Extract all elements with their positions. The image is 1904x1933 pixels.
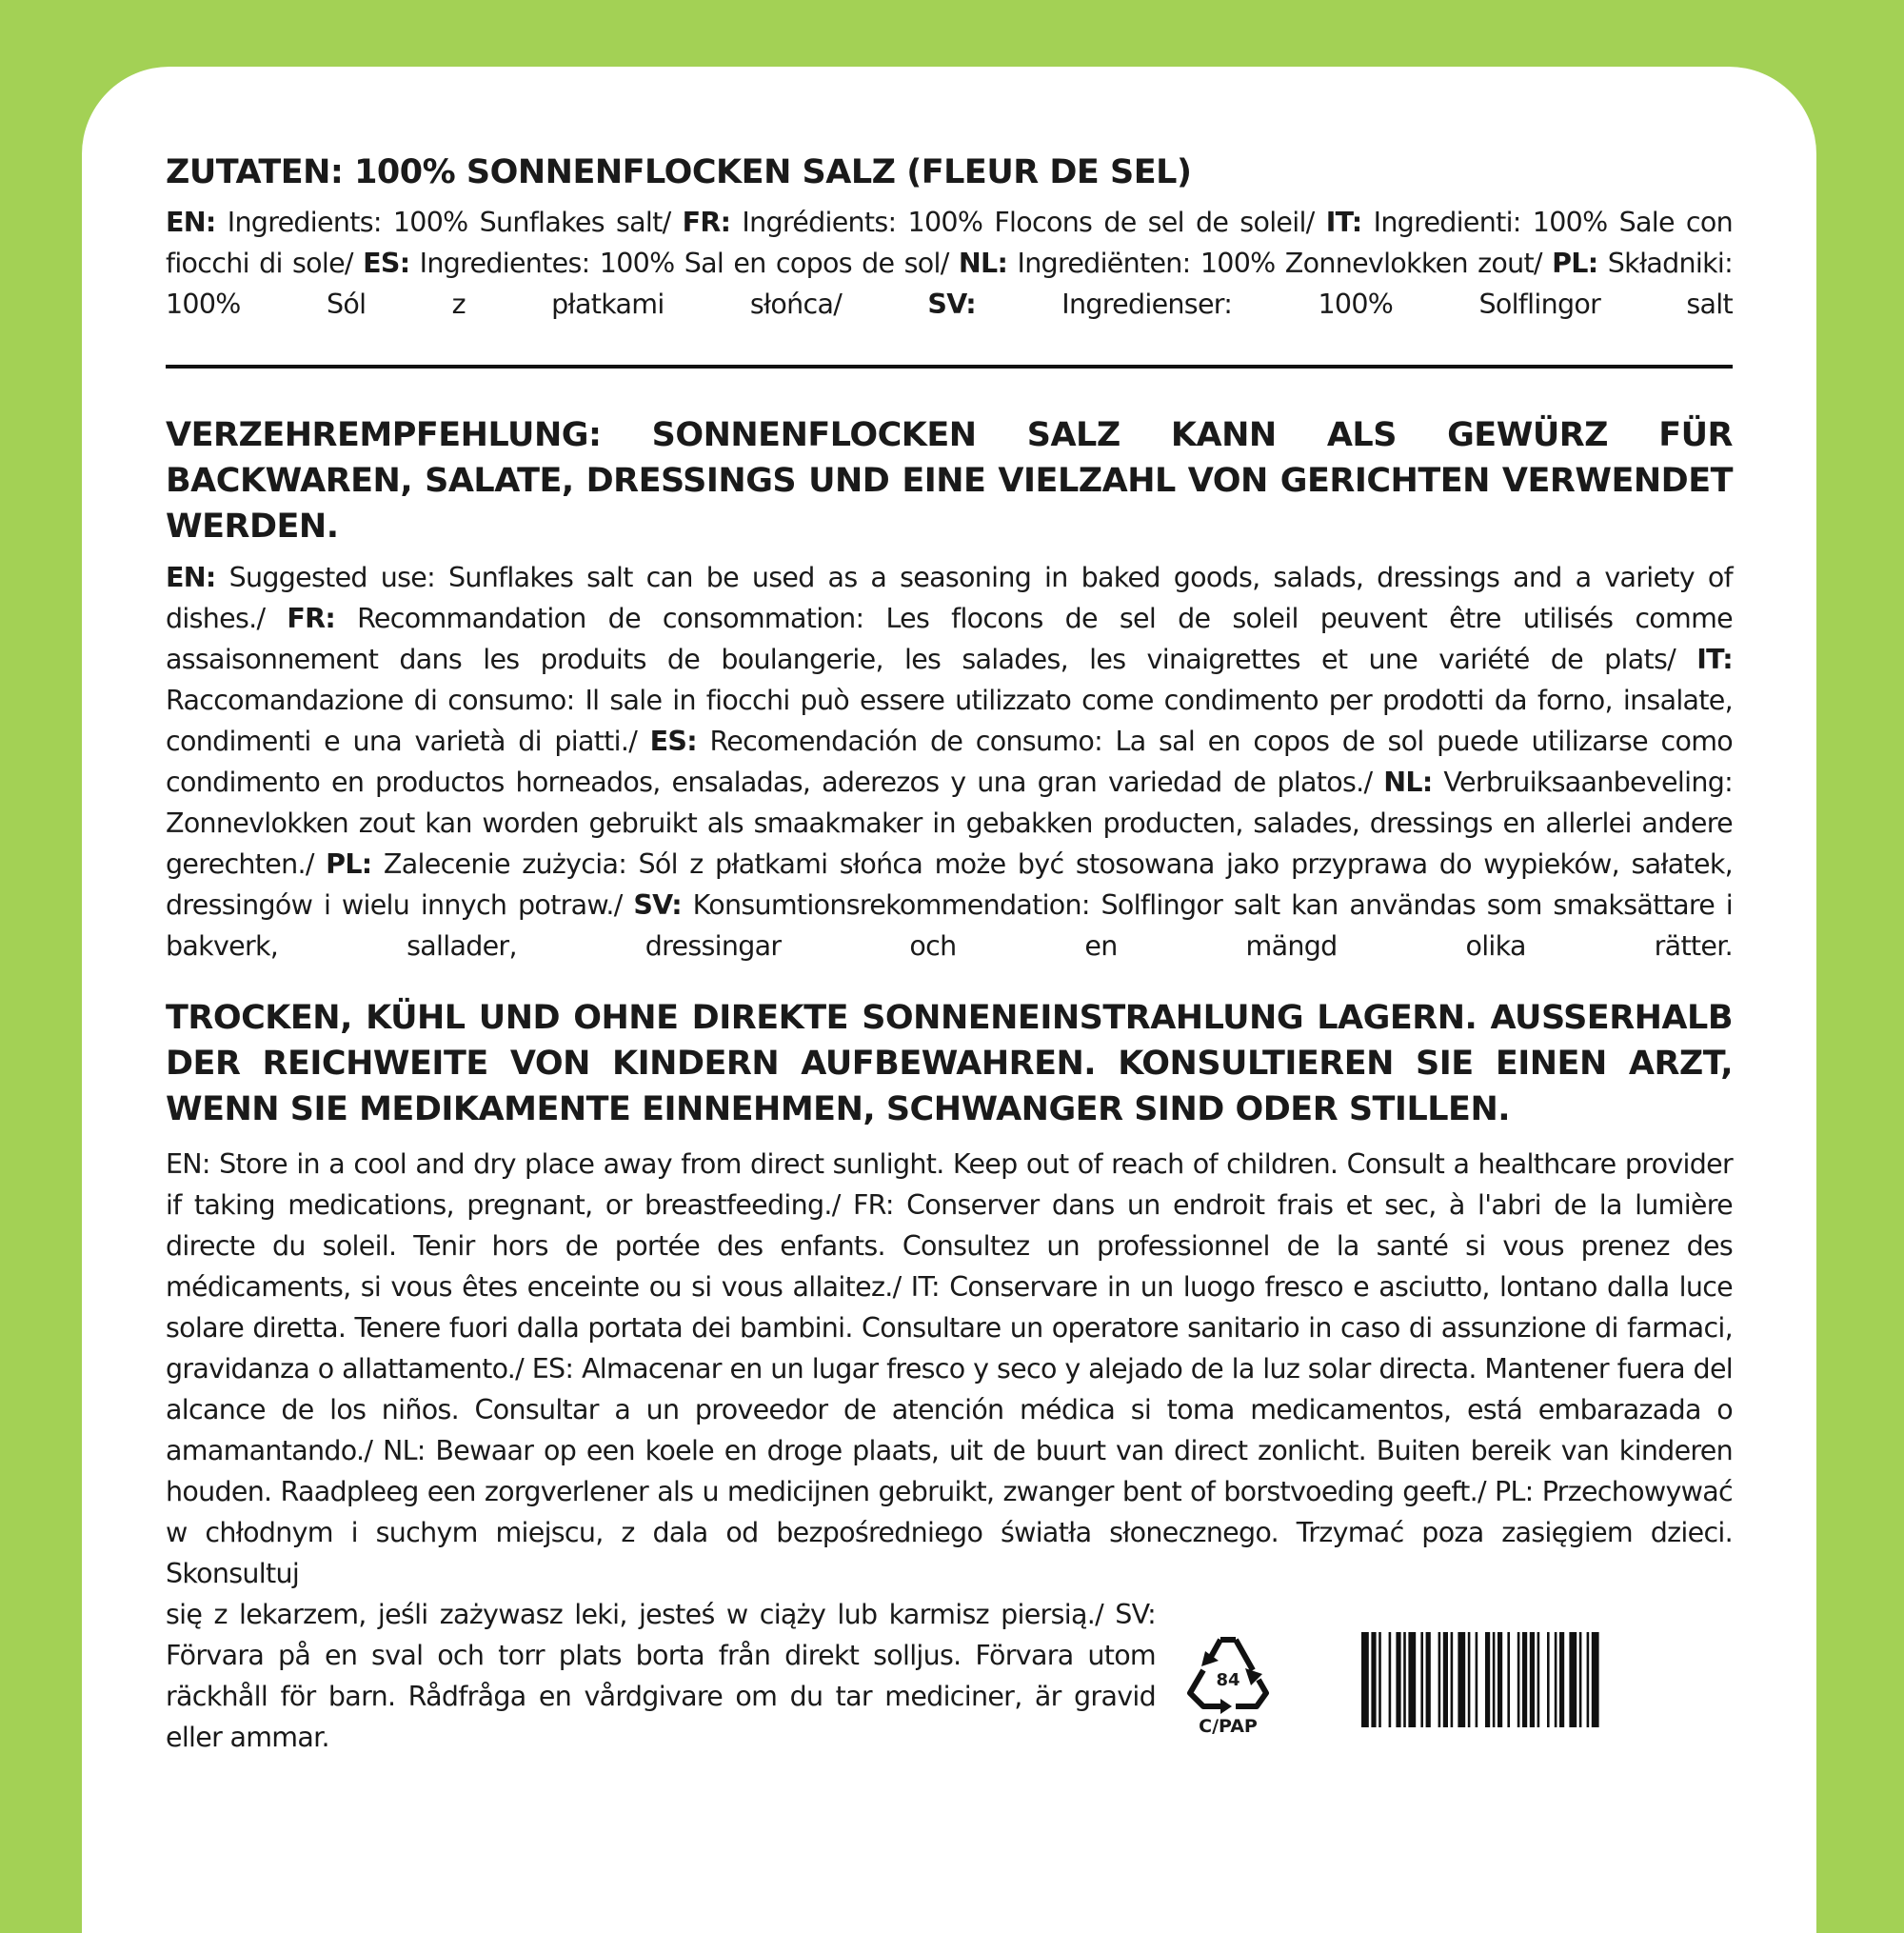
barcode-bar — [1517, 1632, 1520, 1727]
ingredients-sv: Ingredienser: 100% Solflingor salt — [976, 289, 1733, 320]
lang-code: SV: — [633, 889, 682, 921]
recycle-triangle-icon — [1182, 1632, 1274, 1737]
lang-code: ES: — [363, 248, 410, 279]
barcode-bar — [1555, 1632, 1557, 1727]
barcode-bar — [1408, 1632, 1416, 1727]
label-content — [166, 150, 1733, 1758]
storage-pl-continued: się z lekarzem, jeśli zażywasz leki, jesteś w ciąży lub karmisz piersią./ — [166, 1599, 1116, 1630]
barcode-bar — [1497, 1632, 1502, 1727]
barcode-bar — [1530, 1632, 1535, 1727]
lang-code: IT: — [910, 1271, 940, 1303]
usage-nl: Verbruiksaanbeveling: Zonnevlokken zout kan worden gebruikt als smaakmaker in gebakken producten, salades, dressings en allerlei andere gerechten./ — [166, 767, 1733, 880]
barcode-icon — [1361, 1632, 1733, 1727]
lang-code: FR: — [287, 603, 336, 634]
barcode-bar — [1443, 1632, 1448, 1727]
barcode-bar — [1476, 1632, 1478, 1727]
storage-heading: TROCKEN, KÜHL UND OHNE DIREKTE SONNENEINSTRAHLUNG LAGERN. AUSSERHALB DER REICHWEITE VON KINDERN AUFBEWAHREN. KONSULTIEREN SIE EINEN ARZT, WENN SIE MEDIKAMENTE EINNEHMEN, SCHWANGER SIND ODER STILLEN. — [166, 999, 1733, 1128]
lang-code: SV: — [1115, 1599, 1156, 1630]
storage-text — [166, 1144, 1733, 1594]
usage-heading: VERZEHREMPFEHLUNG: SONNENFLOCKEN SALZ KANN ALS GEWÜRZ FÜR BACKWAREN, SALATE, DRESSINGS UND EINE VIELZAHL VON GERICHTEN VERWENDET WERDEN. — [166, 416, 1733, 546]
lang-code: EN: — [166, 207, 216, 238]
ingredients-heading: ZUTATEN: 100% SONNENFLOCKEN SALZ (FLEUR DE SEL) — [166, 153, 1192, 191]
lang-code: IT: — [1325, 207, 1362, 238]
storage-sv: Förvara på en sval och torr plats borta från direkt solljus. Förvara utom räckhåll för barn. Rådfråga en vårdgivare om du tar mediciner, är gravid eller ammar. — [166, 1640, 1156, 1753]
barcode-bar — [1579, 1632, 1582, 1727]
lang-code: PL: — [326, 848, 372, 880]
barcode-bar — [1451, 1632, 1454, 1727]
usage-section — [166, 412, 1733, 966]
storage-pl: Przechowywać w chłodnym i suchym miejscu, z dala od bezpośredniego światła słonecznego. Trzymać poza zasięgiem dzieci. Skonsultuj — [166, 1476, 1733, 1589]
storage-it: Conservare in un luogo fresco e asciutto, lontano dalla luce solare diretta. Tenere fuori dalla portata dei bambini. Consultare un operatore sanitario in caso di assunzione di farmaci, gravidanza o allattamento./ — [166, 1271, 1733, 1385]
lang-code: FR: — [682, 207, 731, 238]
storage-fr: Conserver dans un endroit frais et sec, à l'abri de la lumière directe du soleil. Tenir hors de portée des enfants. Consultez un professionnel de la santé si vous prenez des médicaments, si vous êtes enceinte ou si vous allaitez./ — [166, 1189, 1733, 1303]
ingredients-fr: Ingrédients: 100% Flocons de sel de soleil/ — [730, 207, 1326, 238]
storage-nl: Bewaar op een koele en droge plaats, uit de buurt van direct zonlicht. Buiten bereik van kinderen houden. Raadpleeg een zorgverlener als u medicijnen gebruikt, zwanger bent of borstvoeding geeft./ — [166, 1435, 1733, 1507]
barcode-bar — [1458, 1632, 1465, 1727]
barcode-bar — [1522, 1632, 1527, 1727]
barcode-bar — [1493, 1632, 1496, 1727]
storage-section — [166, 995, 1733, 1758]
recycle-number: 84 — [1216, 1670, 1240, 1690]
barcode-bar — [1426, 1632, 1431, 1727]
usage-sv: Konsumtionsrekommendation: Solflingor salt kan användas som smaksättare i bakverk, sallader, dressingar och en mängd olika rätter. — [166, 889, 1733, 962]
lang-code: ES: — [531, 1353, 574, 1385]
barcode-bar — [1438, 1632, 1441, 1727]
storage-es: Almacenar en un lugar fresco y seco y alejado de la luz solar directa. Mantener fuera del alcance de los niños. Consultar a un proveedor de atención médica si toma medicamentos, está embarazada o amamantando./ — [166, 1353, 1734, 1466]
ingredients-es: Ingredientes: 100% Sal en copos de sol/ — [409, 248, 959, 279]
barcode-bar — [1468, 1632, 1471, 1727]
barcode-bar — [1559, 1632, 1564, 1727]
barcode-bar — [1396, 1632, 1400, 1727]
recycle-code: C/PAP — [1199, 1716, 1258, 1737]
usage-fr: Recommandation de consommation: Les flocons de sel de soleil peuvent être utilisés comme assaisonnement dans les produits de boulangerie, les salades, les vinaigrettes et une variété de plats/ — [166, 603, 1733, 675]
barcode-bar — [1592, 1632, 1599, 1727]
barcode-bar — [1389, 1632, 1392, 1727]
barcode-bar — [1378, 1632, 1381, 1727]
section-divider — [166, 365, 1733, 369]
barcode-bar — [1547, 1632, 1550, 1727]
storage-text-continued — [166, 1594, 1156, 1758]
lang-code: NL: — [958, 248, 1008, 279]
usage-it: Raccomandazione di consumo: Il sale in fiocchi può essere utilizzato come condimento per prodotti da forno, insalate, condimenti e una varietà di piatti./ — [166, 685, 1733, 757]
usage-text — [166, 557, 1733, 966]
usage-en: Suggested use: Sunflakes salt can be used as a seasoning in baked goods, salads, dressings and a variety of dishes./ — [166, 562, 1733, 634]
storage-en: Store in a cool and dry place away from direct sunlight. Keep out of reach of children. Consult a healthcare provider if taking medications, pregnant, or breastfeeding./ — [166, 1148, 1733, 1221]
usage-es: Recomendación de consumo: La sal en copos de sol puede utilizarse como condimento en productos horneados, ensaladas, aderezos y una gran variedad de platos./ — [166, 726, 1733, 798]
ingredients-it: Ingredienti: 100% Sale con fiocchi di sole/ — [166, 207, 1733, 279]
label-card — [82, 67, 1816, 1933]
barcode-bar — [1569, 1632, 1577, 1727]
ingredients-en: Ingredients: 100% Sunflakes salt/ — [215, 207, 683, 238]
barcode-bar — [1420, 1632, 1423, 1727]
lang-code: EN: — [166, 562, 216, 593]
ingredients-pl: Składniki: 100% Sól z płatkami słońca/ — [166, 248, 1733, 320]
lang-code: ES: — [649, 726, 697, 757]
lang-code: IT: — [1696, 644, 1733, 675]
barcode-bar — [1371, 1632, 1376, 1727]
lang-code: NL: — [383, 1435, 426, 1466]
barcode-bar — [1485, 1632, 1490, 1727]
lang-code: NL: — [1383, 767, 1433, 798]
usage-pl: Zalecenie zużycia: Sól z płatkami słońca może być stosowana jako przyprawa do wypieków, sałatek, dressingów i wielu innych potraw./ — [166, 848, 1733, 921]
barcode-bar — [1537, 1632, 1540, 1727]
lang-code: SV: — [927, 289, 977, 320]
barcode-bar — [1587, 1632, 1590, 1727]
ingredients-text — [166, 202, 1733, 325]
lang-code: FR: — [852, 1189, 894, 1221]
barcode-bar — [1361, 1632, 1369, 1727]
lang-code: PL: — [1552, 248, 1598, 279]
bottom-row — [166, 1594, 1733, 1758]
lang-code: PL: — [1495, 1476, 1534, 1507]
barcode-bar — [1507, 1632, 1510, 1727]
ingredients-nl: Ingrediënten: 100% Zonnevlokken zout/ — [1007, 248, 1553, 279]
barcode-bar — [1403, 1632, 1406, 1727]
lang-code: EN: — [166, 1148, 210, 1180]
